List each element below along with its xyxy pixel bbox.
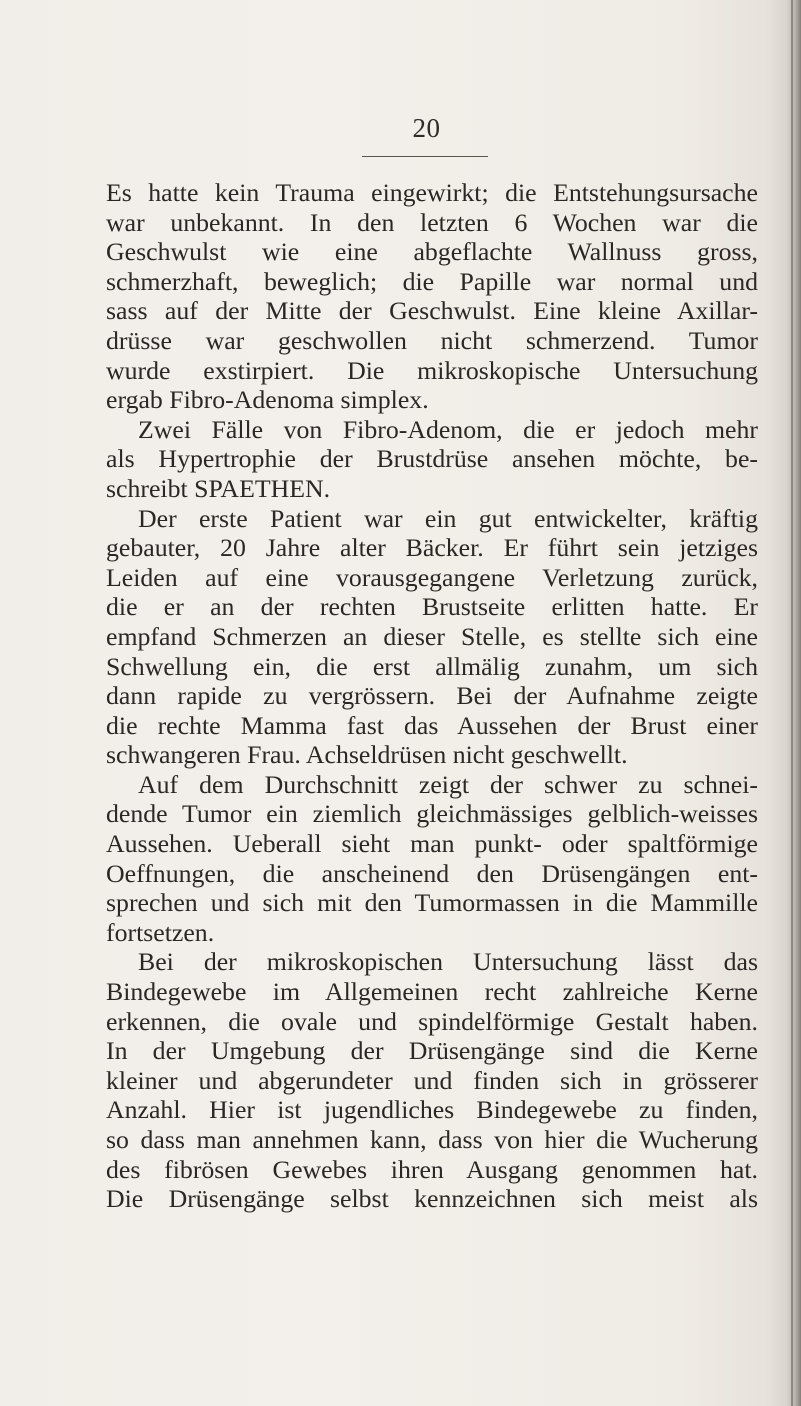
- body-text: [106, 178, 758, 1214]
- text-line: als Hypertrophie der Brustdrüse ansehen möchte, be-: [106, 444, 758, 474]
- text-line: dann rapide zu vergrössern. Bei der Aufnahme zeigte: [106, 681, 758, 711]
- text-line: erkennen, die ovale und spindelförmige Gestalt haben.: [106, 1006, 758, 1036]
- text-line: fortsetzen.: [106, 917, 215, 947]
- text-line: ergab Fibro-Adenoma simplex.: [106, 385, 429, 415]
- text-line: wurde exstirpiert. Die mikroskopische Untersuchung: [106, 355, 758, 385]
- text-line: Leiden auf eine vorausgegangene Verletzung zurück,: [106, 562, 758, 592]
- page-edge-line: [791, 0, 793, 1406]
- text-line: Bindegewebe im Allgemeinen recht zahlreiche Kerne: [106, 977, 758, 1007]
- text-line: Die Drüsengänge selbst kennzeichnen sich meist als: [106, 1184, 758, 1214]
- text-line: Geschwulst wie eine abgeflachte Wallnuss gross,: [106, 237, 758, 267]
- text-line: Auf dem Durchschnitt zeigt der schwer zu schnei-: [138, 769, 758, 799]
- text-line: Anzahl. Hier ist jugendliches Bindegewebe zu finden,: [106, 1095, 758, 1125]
- text-line: empfand Schmerzen an dieser Stelle, es stellte sich eine: [106, 621, 758, 651]
- page-number-rule: [362, 156, 488, 157]
- text-line: schwangeren Frau. Achseldrüsen nicht geschwellt.: [106, 740, 628, 770]
- text-line: schreibt SPAETHEN.: [106, 473, 331, 503]
- text-line: schmerzhaft, beweglich; die Papille war normal und: [106, 266, 758, 296]
- text-line: sprechen und sich mit den Tumormassen in die Mammille: [106, 888, 758, 918]
- text-line: Bei der mikroskopischen Untersuchung lässt das: [138, 947, 758, 977]
- text-line: Aussehen. Ueberall sieht man punkt- oder spaltförmige: [106, 829, 758, 859]
- text-line: drüsse war geschwollen nicht schmerzend. Tumor: [106, 325, 758, 355]
- text-line: Schwellung ein, die erst allmälig zunahm, um sich: [106, 651, 758, 681]
- text-line: die er an der rechten Brustseite erlitten hatte. Er: [106, 592, 758, 622]
- text-line: so dass man annehmen kann, dass von hier die Wucherung: [106, 1125, 758, 1154]
- text-line: sass auf der Mitte der Geschwulst. Eine kleine Axillar-: [106, 296, 758, 326]
- text-line: Oeffnungen, die anscheinend den Drüsengängen ent-: [106, 858, 758, 888]
- page-number: 20: [412, 113, 441, 143]
- text-line: Der erste Patient war ein gut entwickelter, kräftig: [138, 503, 758, 533]
- text-line: Es hatte kein Trauma eingewirkt; die Entstehungsursache: [106, 178, 758, 207]
- text-line: des fibrösen Gewebes ihren Ausgang genommen hat.: [106, 1154, 758, 1184]
- page-edge-shadow: [787, 0, 801, 1406]
- text-line: gebauter, 20 Jahre alter Bäcker. Er führt sein jetziges: [106, 533, 758, 563]
- text-line: Zwei Fälle von Fibro-Adenom, die er jedoch mehr: [138, 414, 758, 444]
- text-line: die rechte Mamma fast das Aussehen der Brust einer: [106, 710, 758, 740]
- text-line: war unbekannt. In den letzten 6 Wochen war die: [106, 207, 758, 237]
- text-line: dende Tumor ein ziemlich gleichmässiges gelblich-weisses: [106, 799, 758, 829]
- text-line: kleiner und abgerundeter und finden sich in grösserer: [106, 1065, 758, 1095]
- text-line: In der Umgebung der Drüsengänge sind die Kerne: [106, 1036, 758, 1066]
